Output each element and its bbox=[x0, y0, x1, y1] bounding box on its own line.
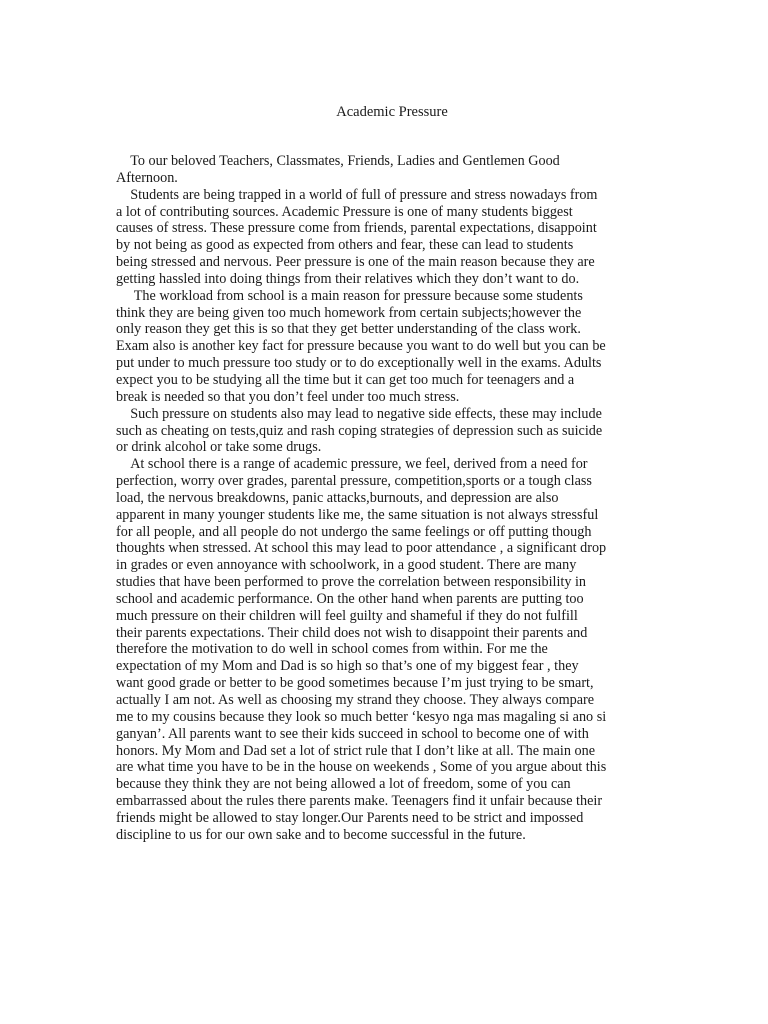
text-line: such as cheating on tests,quiz and rash coping strategies of depression such as suicide bbox=[116, 422, 603, 439]
text-line: by not being as good as expected from others and fear, these can lead to students bbox=[116, 237, 574, 254]
document-title: Academic Pressure bbox=[336, 104, 448, 120]
text-line: ganyan’. All parents want to see their kids succeed in school to become one of with bbox=[116, 725, 589, 742]
text-line: expectation of my Mom and Dad is so high so that’s one of my biggest fear , they bbox=[116, 658, 579, 675]
text-line: want good grade or better to be good sometimes because I’m just trying to be smart, bbox=[116, 675, 594, 692]
document-body bbox=[116, 153, 646, 844]
text-line: honors. My Mom and Dad set a lot of strict rule that I don’t like at all. The main one bbox=[116, 742, 595, 759]
text-line: are what time you have to be in the house on weekends , Some of you argue about this bbox=[116, 759, 607, 776]
text-line: getting hassled into doing things from their relatives which they don’t want to do. bbox=[116, 270, 580, 287]
text-line: therefore the motivation to do well in school comes from within. For me the bbox=[116, 641, 548, 658]
text-line: Such pressure on students also may lead to negative side effects, these may include bbox=[116, 405, 602, 422]
text-line: think they are being given too much homework from certain subjects;however the bbox=[116, 304, 582, 321]
text-line: perfection, worry over grades, parental pressure, competition,sports or a tough class bbox=[116, 473, 592, 490]
text-line: expect you to be studying all the time but it can get too much for teenagers and a bbox=[116, 371, 575, 388]
text-line: The workload from school is a main reason for pressure because some students bbox=[116, 287, 583, 304]
text-line: load, the nervous breakdowns, panic attacks,burnouts, and depression are also bbox=[116, 489, 559, 506]
text-line: me to my cousins because they look so much better ‘kesyo nga mas magaling si ano si bbox=[116, 708, 607, 725]
text-line: studies that have been performed to prove the correlation between responsibility in bbox=[116, 574, 587, 591]
text-line: or drink alcohol or take some drugs. bbox=[116, 439, 322, 456]
text-line: school and academic performance. On the other hand when parents are putting too bbox=[116, 590, 584, 607]
text-line: for all people, and all people do not undergo the same feelings or off putting though bbox=[116, 523, 592, 540]
text-line: being stressed and nervous. Peer pressure is one of the main reason because they are bbox=[116, 254, 595, 271]
text-line: their parents expectations. Their child does not wish to disappoint their parents and bbox=[116, 624, 588, 641]
text-line: Afternoon. bbox=[116, 169, 178, 186]
text-line: Students are being trapped in a world of full of pressure and stress nowadays from bbox=[116, 186, 598, 203]
text-line: much pressure on their children will feel guilty and shameful if they do not fulfill bbox=[116, 607, 578, 624]
text-line: causes of stress. These pressure come from friends, parental expectations, disappoint bbox=[116, 220, 597, 237]
text-line: discipline to us for our own sake and to become successful in the future. bbox=[116, 826, 526, 843]
text-line: thoughts when stressed. At school this may lead to poor attendance , a significant drop bbox=[116, 540, 607, 557]
text-line: friends might be allowed to stay longer.Our Parents need to be strict and impossed bbox=[116, 809, 584, 826]
text-line: because they think they are not being allowed a lot of freedom, some of you can bbox=[116, 776, 571, 793]
text-line: break is needed so that you don’t feel under too much stress. bbox=[116, 388, 460, 405]
text-line: only reason they get this is so that they get better understanding of the class work. bbox=[116, 321, 581, 338]
text-line: embarrassed about the rules there parents make. Teenagers find it unfair because their bbox=[116, 793, 603, 810]
text-line: a lot of contributing sources. Academic Pressure is one of many students biggest bbox=[116, 203, 573, 220]
text-line: Exam also is another key fact for pressure because you want to do well but you can be bbox=[116, 338, 606, 355]
text-line: To our beloved Teachers, Classmates, Friends, Ladies and Gentlemen Good bbox=[116, 153, 560, 169]
text-line: actually I am not. As well as choosing my strand they choose. They always compare bbox=[116, 692, 595, 708]
text-line: in grades or even annoyance with schoolwork, in a good student. There are many bbox=[116, 557, 577, 574]
text-line: At school there is a range of academic pressure, we feel, derived from a need for bbox=[116, 456, 588, 473]
text-line: apparent in many younger students like me, the same situation is not always stressful bbox=[116, 506, 599, 523]
text-line: put under to much pressure too study or to do exceptionally well in the exams. Adults bbox=[116, 355, 602, 372]
